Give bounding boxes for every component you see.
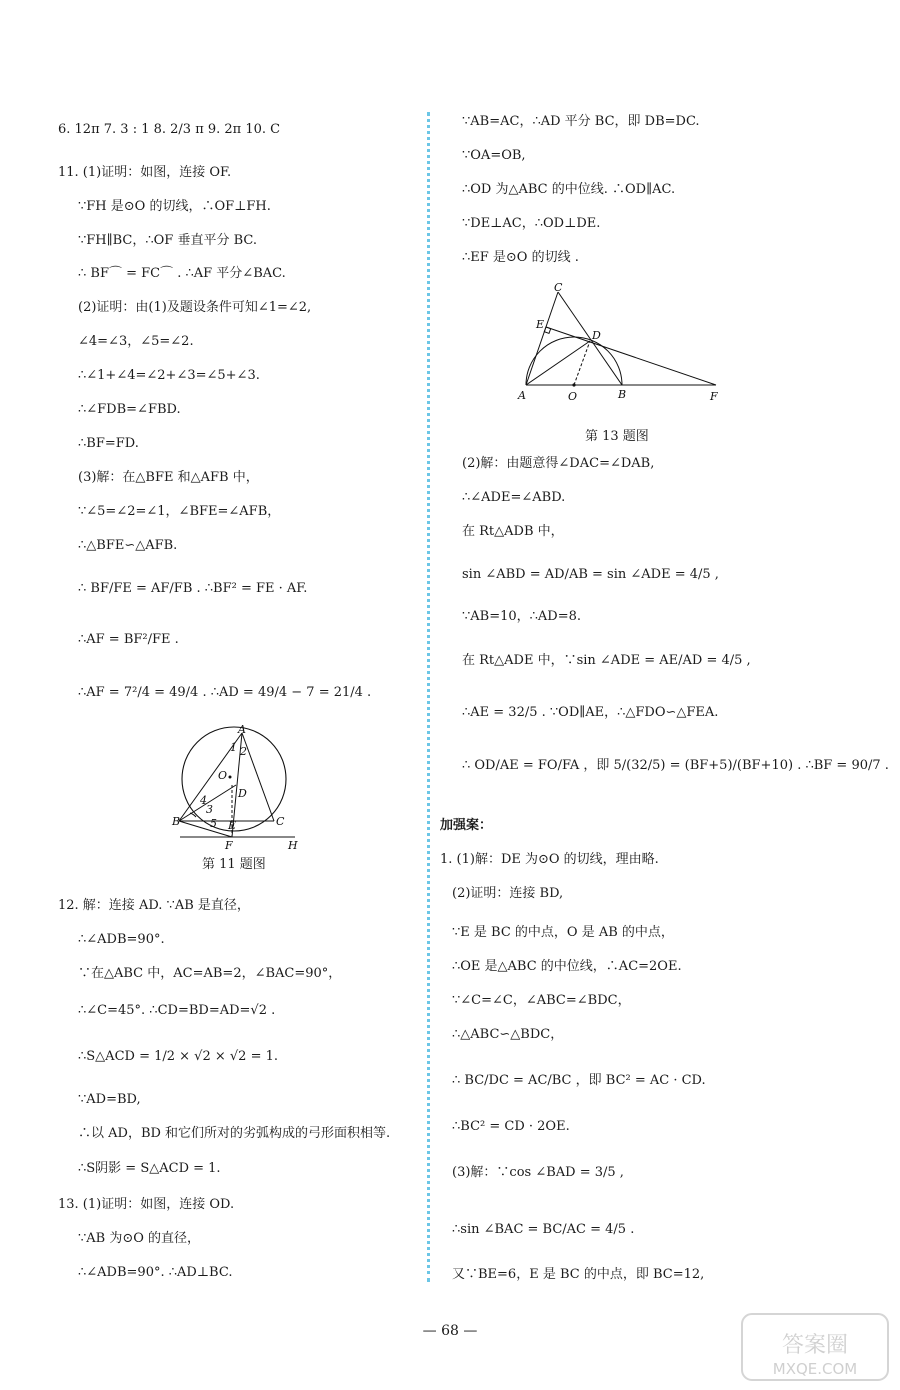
fig11-label: 4: [200, 794, 207, 807]
fig11-label: 1: [230, 741, 237, 754]
right-line: sin ∠ABD = AD/AB = sin ∠ADE = 4/5 ,: [462, 567, 719, 582]
watermark-logo: [740, 1312, 890, 1382]
fig11-label: B: [172, 815, 181, 828]
left-line: ∵AD=BD,: [78, 1092, 141, 1107]
right-line: ∴ BC/DC = AC/BC ，即 BC² = AC · CD.: [452, 1073, 706, 1088]
right-line: (2)证明：连接 BD,: [452, 886, 564, 901]
left-line: ∴ BF⌒ = FC⌒ . ∴AF 平分∠BAC.: [78, 266, 286, 281]
right-line: ∴sin ∠BAC = BC/AC = 4/5 .: [452, 1222, 635, 1237]
left-line: ∴∠ADB=90°. ∴AD⊥BC.: [78, 1265, 233, 1280]
figure-11: [170, 725, 305, 853]
right-line: ∵AB=AC，∴AD 平分 BC，即 DB=DC.: [462, 114, 700, 129]
right-line: ∵DE⊥AC，∴OD⊥DE.: [462, 216, 601, 231]
left-line: ∴S△ACD = 1/2 × √2 × √2 = 1.: [78, 1049, 278, 1064]
figure-13: [512, 282, 727, 407]
right-line: 加强案：: [440, 818, 493, 833]
left-line: ∴∠FDB=∠FBD.: [78, 402, 181, 417]
fig11-label: C: [276, 815, 285, 828]
left-line: ∴S阴影 = S△ACD = 1.: [78, 1161, 221, 1176]
left-line: ∴ BF/FE = AF/FB . ∴BF² = FE · AF.: [78, 581, 308, 596]
fig13-label: A: [518, 389, 526, 402]
left-line: ∴∠ADB=90°.: [78, 932, 165, 947]
fig13-label: O: [568, 390, 578, 403]
column-divider: [427, 112, 430, 1282]
left-line: (2)证明：由(1)及题设条件可知∠1=∠2,: [78, 300, 312, 315]
left-line: 12. 解：连接 AD. ∵AB 是直径，: [58, 898, 250, 913]
fig11-label: 5: [210, 817, 217, 830]
left-line: ∴BF=FD.: [78, 436, 139, 451]
right-line: 又∵BE=6，E 是 BC 的中点，即 BC=12,: [452, 1267, 705, 1282]
right-line: ∴AE = 32/5 . ∵OD∥AE，∴△FDO∽△FEA.: [462, 705, 719, 720]
fig11-label: D: [238, 787, 247, 800]
fig13-label: F: [710, 390, 718, 403]
left-line: ∴∠1+∠4=∠2+∠3=∠5+∠3.: [78, 368, 260, 383]
left-line: ∵FH 是⊙O 的切线，∴OF⊥FH.: [78, 199, 271, 214]
left-line: ∴以 AD，BD 和它们所对的劣弧构成的弓形面积相等.: [78, 1126, 391, 1141]
left-line: ∴△BFE∽△AFB.: [78, 538, 178, 553]
left-line: ∠4=∠3，∠5=∠2.: [78, 334, 194, 349]
fig11-label: E: [228, 819, 237, 832]
fig11-label: O: [218, 769, 228, 782]
right-line: ∴ OD/AE = FO/FA ，即 5/(32/5) = (BF+5)/(BF+10) . ∴BF = 90/7 .: [462, 758, 889, 773]
fig11-label: 3: [206, 803, 213, 816]
left-line: ∵∠5=∠2=∠1，∠BFE=∠AFB，: [78, 504, 281, 519]
right-line: 在 Rt△ADB 中，: [462, 524, 564, 539]
left-line: 11. (1)证明：如图，连接 OF.: [58, 165, 232, 180]
left-line: ∵FH∥BC，∴OF 垂直平分 BC.: [78, 233, 257, 248]
left-line: ∵在△ABC 中，AC=AB=2，∠BAC=90°，: [78, 966, 342, 981]
right-line: ∴∠ADE=∠ABD.: [462, 490, 566, 505]
right-line: (2)解：由题意得∠DAC=∠DAB,: [462, 456, 655, 471]
fig13-label: E: [536, 318, 545, 331]
fig13-label: D: [592, 329, 601, 342]
right-line: 1. (1)解：DE 为⊙O 的切线，理由略.: [440, 852, 659, 867]
right-line: ∴△ABC∽△BDC，: [452, 1027, 564, 1042]
left-line: ∴AF = 7²/4 = 49/4 . ∴AD = 49/4 − 7 = 21/4 .: [78, 685, 372, 700]
fig11-label: H: [288, 839, 298, 852]
right-line: (3)解：∵cos ∠BAD = 3/5 ,: [452, 1165, 624, 1180]
right-line: ∵OA=OB,: [462, 148, 526, 163]
svg-text:答案圈: 答案圈: [781, 1333, 849, 1358]
right-line: ∴OD 为△ABC 的中位线. ∴OD∥AC.: [462, 182, 676, 197]
right-line: 在 Rt△ADE 中，∵sin ∠ADE = AE/AD = 4/5 ,: [462, 653, 751, 668]
right-line: ∵E 是 BC 的中点，O 是 AB 的中点，: [452, 925, 674, 940]
left-line: ∵AB 为⊙O 的直径，: [78, 1231, 201, 1246]
right-line: ∵∠C=∠C，∠ABC=∠BDC，: [452, 993, 631, 1008]
figure-13-caption: 第 13 题图: [585, 429, 649, 444]
left-line: ∴∠C=45°. ∴CD=BD=AD=√2 .: [78, 1003, 276, 1018]
left-line: (3)解：在△BFE 和△AFB 中，: [78, 470, 259, 485]
left-line: 13. (1)证明：如图，连接 OD.: [58, 1197, 235, 1212]
right-line: ∴EF 是⊙O 的切线 .: [462, 250, 579, 265]
right-line: ∵AB=10，∴AD=8.: [462, 609, 582, 624]
svg-text:MXQE.COM: MXQE.COM: [772, 1360, 858, 1378]
figure-11-caption: 第 11 题图: [202, 857, 266, 872]
page-number: — 68 —: [422, 1323, 478, 1339]
left-line: ∴AF = BF²/FE .: [78, 632, 179, 647]
left-line: 6. 12π 7. 3 : 1 8. 2/3 π 9. 2π 10. C: [58, 122, 281, 137]
fig11-label: A: [238, 725, 246, 736]
right-line: ∴BC² = CD · 2OE.: [452, 1119, 570, 1134]
fig11-label: F: [225, 839, 233, 852]
fig13-label: B: [618, 388, 627, 401]
fig13-label: C: [554, 282, 563, 294]
fig11-label: 2: [240, 745, 247, 758]
right-line: ∴OE 是△ABC 的中位线，∴AC=2OE.: [452, 959, 682, 974]
